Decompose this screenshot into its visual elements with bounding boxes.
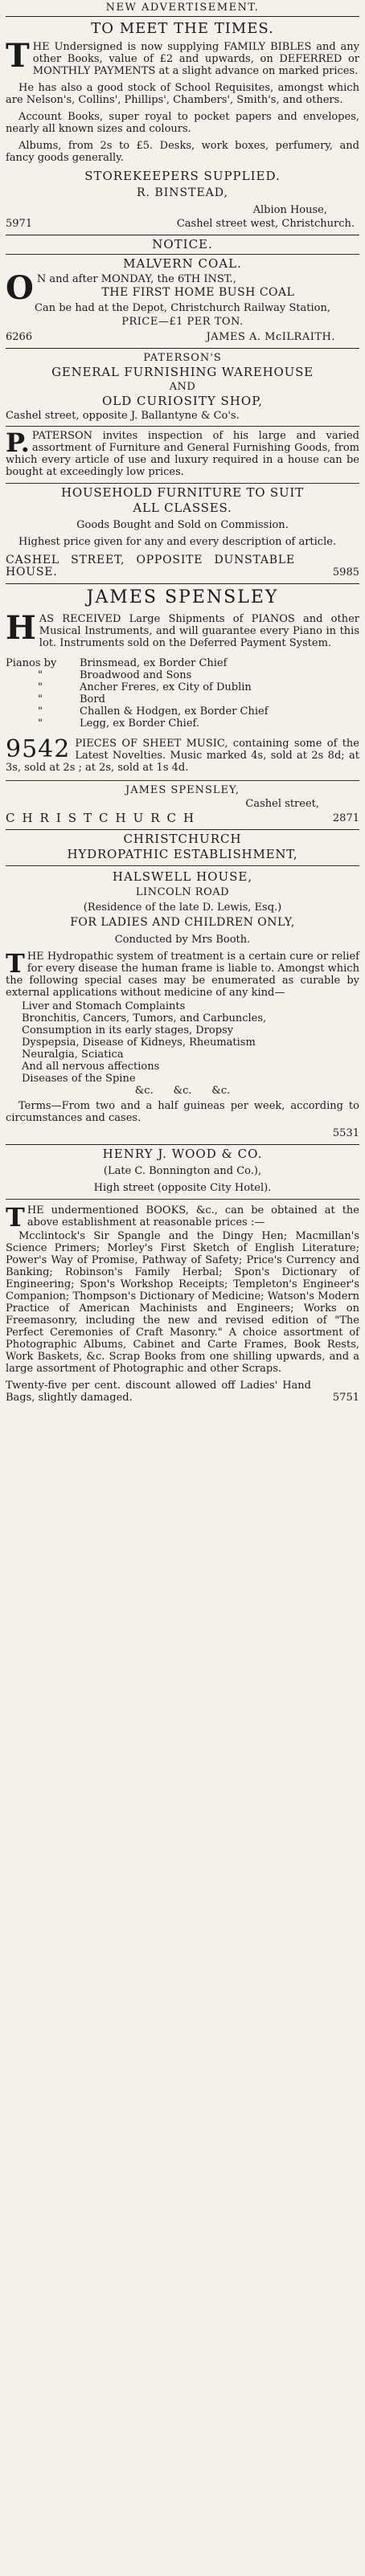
- ad-heading: NOTICE.: [152, 237, 213, 251]
- masthead: NEW ADVERTISEMENT.: [105, 2, 260, 14]
- ad-heading: CHRISTCHURCH: [123, 832, 242, 846]
- ad-body: THE FIRST HOME BUSH COAL: [101, 286, 295, 299]
- advertiser-city: CHRISTCHURCH: [6, 811, 202, 825]
- ad-subheading: HOUSEHOLD FURNITURE TO SUIT: [61, 485, 304, 500]
- list-item: Dyspepsia, Disease of Kidneys, Rheumatism: [22, 1037, 256, 1049]
- list-item: And all nervous affections: [22, 1061, 160, 1073]
- ad-paterson: [6, 349, 359, 583]
- ad-address: High street (opposite City Hotel).: [93, 1182, 272, 1194]
- advertiser-name: JAMES A. McILRAITH.: [206, 331, 335, 343]
- piano-list: [6, 657, 359, 730]
- ad-body: Account Books, super royal to pocket papers and envelopes, nearly all known sizes and colours.: [6, 111, 359, 135]
- ad-subheading: (Late C. Bonnington and Co.),: [103, 1165, 262, 1177]
- ad-subheading: STOREKEEPERS SUPPLIED.: [84, 169, 281, 183]
- list-item: Pianos by Brinsmead, ex Border Chief: [6, 657, 228, 669]
- ad-body: PATERSON invites inspection of his large and varied assortment of Furniture and General Furnishing Goods, from which every article of use and luxury required in a house can be bought at exceedingly low prices.: [6, 430, 359, 478]
- ad-reference: 2871: [332, 812, 359, 824]
- list-item: &c. &c. &c.: [134, 1085, 231, 1097]
- ad-body: HE Hydropathic system of treatment is a certain cure or relief for every disease the human frame is liable to. Amongst which the following special cases may be enumerated as curable by external applications without medicine of any kind—: [6, 951, 359, 999]
- drop-cap: T: [6, 37, 30, 75]
- ad-subheading: HALSWELL HOUSE,: [112, 869, 253, 884]
- ad-spensley: [6, 584, 359, 829]
- ad-heading: TO MEET THE TIMES.: [91, 20, 274, 37]
- list-item: " Challen & Hodgen, ex Border Chief: [38, 705, 269, 718]
- ad-body: Highest price given for any and every description of article.: [18, 536, 337, 548]
- list-item: " Broadwood and Sons: [38, 669, 192, 681]
- ad-title: MALVERN COAL.: [123, 256, 242, 271]
- ad-footer: Twenty-five per cent. discount allowed off Ladies' Hand Bags, slightly damaged.: [6, 1380, 311, 1404]
- advertiser-name: JAMES SPENSLEY,: [125, 784, 240, 796]
- ad-subheading: GENERAL FURNISHING WAREHOUSE: [51, 365, 314, 379]
- ad-body: HE undermentioned BOOKS, &c., can be obtained at the above establishment at reasonable prices :—: [27, 1204, 359, 1229]
- ad-bibles: [6, 17, 359, 235]
- ad-footer: CASHEL STREET, OPPOSITE DUNSTABLE HOUSE.: [6, 554, 295, 579]
- ad-subheading: FOR LADIES AND CHILDREN ONLY,: [70, 916, 295, 929]
- list-item: " Bord: [38, 693, 105, 705]
- ad-wood: [6, 1145, 359, 1409]
- ad-coal: [6, 235, 359, 348]
- ad-reference: 5971: [6, 218, 33, 230]
- ad-reference: 5531: [332, 1127, 359, 1139]
- ad-heading: JAMES SPENSLEY: [86, 587, 279, 607]
- ad-body: (Residence of the late D. Lewis, Esq.): [83, 902, 282, 914]
- ad-price: PRICE—£1 PER TON.: [121, 316, 244, 328]
- advertiser-house: Albion House,: [252, 204, 327, 216]
- ad-address: Cashel street, opposite J. Ballantyne & Co's.: [6, 410, 240, 422]
- ad-subheading: LINCOLN ROAD: [135, 886, 230, 898]
- ad-reference: 5751: [332, 1392, 359, 1404]
- advertiser-address: Cashel street west, Christchurch.: [176, 218, 355, 230]
- drop-cap: T: [6, 948, 25, 979]
- ad-subheading: AND: [169, 381, 196, 393]
- ad-reference: 6266: [6, 331, 33, 343]
- list-item: Consumption in its early stages, Dropsy: [22, 1024, 234, 1037]
- ad-subheading: ALL CLASSES.: [133, 501, 232, 515]
- ad-body: PIECES OF SHEET MUSIC, containing some of the Latest Novelties. Music marked 4s, sold at 2s 8d; at 3s, sold at 2s ; at 2s, sold at 1s 4d.: [6, 738, 359, 774]
- ad-heading: PATERSON'S: [143, 352, 222, 364]
- list-item: Bronchitis, Cancers, Tumors, and Carbuncles,: [22, 1012, 267, 1024]
- ad-heading: HYDROPATHIC ESTABLISHMENT,: [67, 847, 298, 861]
- ad-body: He has also a good stock of School Requisites, amongst which are Nelson's, Collins', Phillips', Chambers', Smith's, and others.: [6, 82, 359, 106]
- list-item: " Legg, ex Border Chief.: [38, 718, 199, 730]
- drop-cap: O: [6, 269, 34, 307]
- ad-subheading: OLD CURIOSITY SHOP,: [101, 394, 264, 408]
- list-item: Diseases of the Spine: [22, 1073, 136, 1085]
- ad-body: Albums, from 2s to £5. Desks, work boxes, perfumery, and fancy goods generally.: [6, 140, 359, 164]
- ad-body: Goods Bought and Sold on Commission.: [76, 519, 289, 531]
- list-item: Liver and Stomach Complaints: [22, 1000, 186, 1012]
- ad-reference: 5985: [332, 566, 359, 579]
- ailment-list: [6, 1000, 359, 1097]
- ad-body: AS RECEIVED Large Shipments of PIANOS and other Musical Instruments, and will guarantee every Piano in this lot. Instruments sold on the Deferred Payment System.: [39, 613, 359, 649]
- advertiser-name: R. BINSTEAD,: [137, 186, 228, 199]
- drop-cap: P.: [6, 427, 30, 458]
- drop-cap: H: [6, 609, 36, 647]
- ad-body: Conducted by Mrs Booth.: [114, 934, 251, 946]
- ad-heading: HENRY J. WOOD & CO.: [102, 1147, 263, 1161]
- ad-body: HE Undersigned is now supplying FAMILY BIBLES and any other Books, value of £2 and upwards, on DEFERRED or MONTHLY PAYMENTS at a slight advance on marked prices.: [32, 41, 359, 77]
- ad-body: Can be had at the Depot, Christchurch Railway Station,: [35, 302, 330, 314]
- ad-terms: Terms—From two and a half guineas per week, according to circumstances and cases.: [6, 1100, 359, 1124]
- list-item: Neuralgia, Sciatica: [22, 1049, 124, 1061]
- advertiser-street: Cashel street,: [245, 798, 319, 810]
- ad-body: N and after MONDAY, the 6TH INST.,: [36, 273, 236, 285]
- drop-cap: T: [6, 1202, 25, 1233]
- ad-body: Mcclintock's Sir Spangle and the Dingy Hen; Macmillan's Science Primers; Morley's First Sketch of English Literature; Power's Way of Promise, Pathway of Safety; Price's Currency and Banking; Robinson's Family Herbal; Spon's Dictionary of Engineering; Spon's Workshop Receipts; Templeton's Engineer's Companion; Thompson's Dictionary of Medicine; Watson's Modern Practice of American Machinists and Engineers; Works on Freemasonry, including the new and revised edition of "The Perfect Ceremonies of Craft Masonry." A choice assortment of Photographic Albums, Cabinet and Carte Frames, Book Rests, Work Baskets, &c. Scrap Books from one shilling upwards, and a large assortment of Photographic and other Scraps.: [6, 1230, 359, 1375]
- list-item: " Ancher Freres, ex City of Dublin: [38, 681, 252, 693]
- ad-hydropathic: [6, 830, 359, 1144]
- music-count: 9542: [6, 735, 71, 763]
